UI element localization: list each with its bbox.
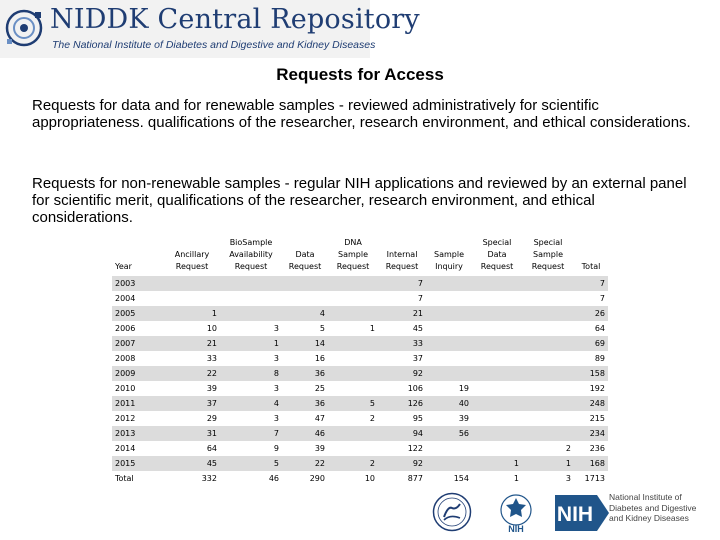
count-cell <box>220 291 282 306</box>
count-cell <box>472 276 522 291</box>
count-cell: 45 <box>164 456 220 471</box>
count-cell <box>282 291 328 306</box>
year-cell: 2008 <box>112 351 164 366</box>
count-cell: 36 <box>282 396 328 411</box>
count-cell <box>522 381 574 396</box>
column-header-year: Year <box>115 262 132 271</box>
count-cell: 37 <box>164 396 220 411</box>
count-cell <box>522 351 574 366</box>
count-cell: 4 <box>220 396 282 411</box>
count-cell: 46 <box>282 426 328 441</box>
count-cell <box>426 456 472 471</box>
count-cell <box>328 381 378 396</box>
paragraph-non-renewable: Requests for non-renewable samples - regular NIH applications and reviewed by an external panel for scientific merit, qualifications of the researcher, research environment, and ethical considerations. <box>32 175 687 226</box>
table-row <box>112 426 608 441</box>
count-cell: 14 <box>282 336 328 351</box>
count-cell <box>522 426 574 441</box>
year-cell: 2015 <box>112 456 164 471</box>
count-cell: 7 <box>574 276 608 291</box>
nih-org-line-1: National Institute of <box>609 492 682 502</box>
count-cell: 248 <box>574 396 608 411</box>
nih-logo <box>555 495 611 531</box>
count-cell: 215 <box>574 411 608 426</box>
count-cell <box>522 366 574 381</box>
count-cell: 36 <box>282 366 328 381</box>
count-cell: 92 <box>378 456 426 471</box>
count-cell: 1 <box>522 456 574 471</box>
count-cell: 37 <box>378 351 426 366</box>
year-cell: 2006 <box>112 321 164 336</box>
year-cell: 2007 <box>112 336 164 351</box>
count-cell <box>472 441 522 456</box>
count-cell <box>426 351 472 366</box>
count-cell: 7 <box>378 291 426 306</box>
year-cell: 2009 <box>112 366 164 381</box>
table-row <box>112 291 608 306</box>
count-cell: 4 <box>282 306 328 321</box>
table-header-row <box>112 232 608 276</box>
count-cell: 22 <box>164 366 220 381</box>
count-cell: 10 <box>164 321 220 336</box>
column-header-data: Data Request <box>288 250 322 271</box>
count-cell <box>522 336 574 351</box>
count-cell <box>328 336 378 351</box>
count-cell <box>426 336 472 351</box>
year-cell: 2003 <box>112 276 164 291</box>
count-cell: 3 <box>220 411 282 426</box>
table-row <box>112 456 608 471</box>
count-cell: 3 <box>220 381 282 396</box>
count-cell: 22 <box>282 456 328 471</box>
count-cell: 5 <box>328 396 378 411</box>
table-row <box>112 306 608 321</box>
table-row <box>112 366 608 381</box>
count-cell <box>220 276 282 291</box>
count-cell: 3 <box>220 351 282 366</box>
nih-org-line-3: and Kidney Diseases <box>609 513 689 523</box>
count-cell: 16 <box>282 351 328 366</box>
count-cell <box>522 411 574 426</box>
count-cell <box>522 291 574 306</box>
count-cell: 29 <box>164 411 220 426</box>
count-cell <box>426 291 472 306</box>
count-cell <box>472 411 522 426</box>
count-cell: 21 <box>378 306 426 321</box>
niddk-logo-icon <box>4 6 44 50</box>
count-cell <box>522 396 574 411</box>
nih-seal-icon <box>494 490 538 534</box>
count-cell: 234 <box>574 426 608 441</box>
count-cell: 47 <box>282 411 328 426</box>
count-cell: 25 <box>282 381 328 396</box>
requests-table <box>112 232 608 486</box>
count-cell: 3 <box>522 471 574 486</box>
table-row <box>112 351 608 366</box>
table-row <box>112 336 608 351</box>
count-cell: 122 <box>378 441 426 456</box>
year-cell: Total <box>112 471 164 486</box>
count-cell: 290 <box>282 471 328 486</box>
nih-seal-label: NIH <box>508 524 524 534</box>
count-cell: 39 <box>282 441 328 456</box>
count-cell: 33 <box>164 351 220 366</box>
count-cell <box>328 306 378 321</box>
table-row <box>112 321 608 336</box>
year-cell: 2014 <box>112 441 164 456</box>
count-cell <box>328 426 378 441</box>
year-cell: 2004 <box>112 291 164 306</box>
column-header-total: Total <box>581 262 601 271</box>
count-cell <box>522 276 574 291</box>
count-cell: 2 <box>522 441 574 456</box>
count-cell: 154 <box>426 471 472 486</box>
count-cell: 26 <box>574 306 608 321</box>
count-cell: 877 <box>378 471 426 486</box>
count-cell: 2 <box>328 411 378 426</box>
banner-title: NIDDK Central Repository <box>50 4 420 35</box>
count-cell <box>426 276 472 291</box>
count-cell <box>164 276 220 291</box>
count-cell <box>328 351 378 366</box>
year-cell: 2013 <box>112 426 164 441</box>
count-cell <box>472 306 522 321</box>
nih-org-line-2: Diabetes and Digestive <box>609 502 697 513</box>
table-row <box>112 276 608 291</box>
column-header-special-sample: Special Sample Request <box>531 238 565 271</box>
column-header-dna: DNA Sample Request <box>336 238 370 271</box>
count-cell <box>282 276 328 291</box>
count-cell <box>472 321 522 336</box>
year-cell: 2012 <box>112 411 164 426</box>
count-cell: 39 <box>426 411 472 426</box>
count-cell: 236 <box>574 441 608 456</box>
count-cell: 64 <box>574 321 608 336</box>
count-cell: 3 <box>220 321 282 336</box>
table-row <box>112 396 608 411</box>
count-cell: 126 <box>378 396 426 411</box>
count-cell <box>522 321 574 336</box>
count-cell: 69 <box>574 336 608 351</box>
column-header-ancillary: Ancillary Request <box>174 250 210 271</box>
count-cell <box>328 366 378 381</box>
column-header-internal: Internal Request <box>385 250 419 271</box>
count-cell <box>522 306 574 321</box>
count-cell: 21 <box>164 336 220 351</box>
count-cell <box>164 291 220 306</box>
hhs-seal-icon <box>432 492 472 532</box>
count-cell: 94 <box>378 426 426 441</box>
count-cell: 1 <box>164 306 220 321</box>
count-cell: 92 <box>378 366 426 381</box>
banner-subtitle: The National Institute of Diabetes and Digestive and Kidney Diseases <box>52 39 376 51</box>
table-body <box>112 276 608 486</box>
count-cell: 19 <box>426 381 472 396</box>
count-cell: 5 <box>282 321 328 336</box>
count-cell: 10 <box>328 471 378 486</box>
page-title: Requests for Access <box>276 65 444 84</box>
count-cell: 1 <box>472 471 522 486</box>
count-cell: 56 <box>426 426 472 441</box>
count-cell: 8 <box>220 366 282 381</box>
count-cell: 33 <box>378 336 426 351</box>
table-row <box>112 411 608 426</box>
count-cell <box>426 321 472 336</box>
table-total-row <box>112 471 608 486</box>
count-cell <box>472 366 522 381</box>
count-cell <box>220 306 282 321</box>
column-header-special-data: Special Data Request <box>480 238 514 271</box>
count-cell <box>328 291 378 306</box>
count-cell <box>426 441 472 456</box>
count-cell: 31 <box>164 426 220 441</box>
count-cell <box>472 381 522 396</box>
count-cell <box>472 426 522 441</box>
count-cell: 39 <box>164 381 220 396</box>
count-cell: 45 <box>378 321 426 336</box>
count-cell: 9 <box>220 441 282 456</box>
count-cell <box>426 366 472 381</box>
count-cell <box>472 351 522 366</box>
count-cell: 7 <box>378 276 426 291</box>
nih-org-name <box>609 492 696 524</box>
count-cell: 1 <box>472 456 522 471</box>
table-row <box>112 441 608 456</box>
count-cell: 89 <box>574 351 608 366</box>
year-cell: 2010 <box>112 381 164 396</box>
count-cell <box>472 336 522 351</box>
count-cell <box>426 306 472 321</box>
count-cell <box>472 291 522 306</box>
count-cell: 2 <box>328 456 378 471</box>
count-cell: 7 <box>220 426 282 441</box>
table-row <box>112 381 608 396</box>
count-cell: 158 <box>574 366 608 381</box>
count-cell: 332 <box>164 471 220 486</box>
column-header-inquiry: Sample Inquiry <box>434 250 464 271</box>
nih-logo-text: NIH <box>556 503 594 526</box>
count-cell: 46 <box>220 471 282 486</box>
year-cell: 2011 <box>112 396 164 411</box>
nih-seal <box>494 490 538 534</box>
count-cell: 7 <box>574 291 608 306</box>
count-cell: 5 <box>220 456 282 471</box>
count-cell: 168 <box>574 456 608 471</box>
count-cell: 106 <box>378 381 426 396</box>
count-cell: 1 <box>220 336 282 351</box>
count-cell: 40 <box>426 396 472 411</box>
count-cell: 192 <box>574 381 608 396</box>
column-header-biosample: BioSample Availability Request <box>229 238 273 271</box>
count-cell <box>328 276 378 291</box>
count-cell: 1 <box>328 321 378 336</box>
count-cell <box>328 441 378 456</box>
year-cell: 2005 <box>112 306 164 321</box>
count-cell: 64 <box>164 441 220 456</box>
count-cell: 95 <box>378 411 426 426</box>
count-cell <box>472 396 522 411</box>
banner <box>0 0 420 58</box>
paragraph-renewable: Requests for data and for renewable samples - reviewed administratively for scientific appropriateness. qualifications of the researcher, research environment, and ethical considerations. <box>32 97 691 131</box>
count-cell: 1713 <box>574 471 608 486</box>
